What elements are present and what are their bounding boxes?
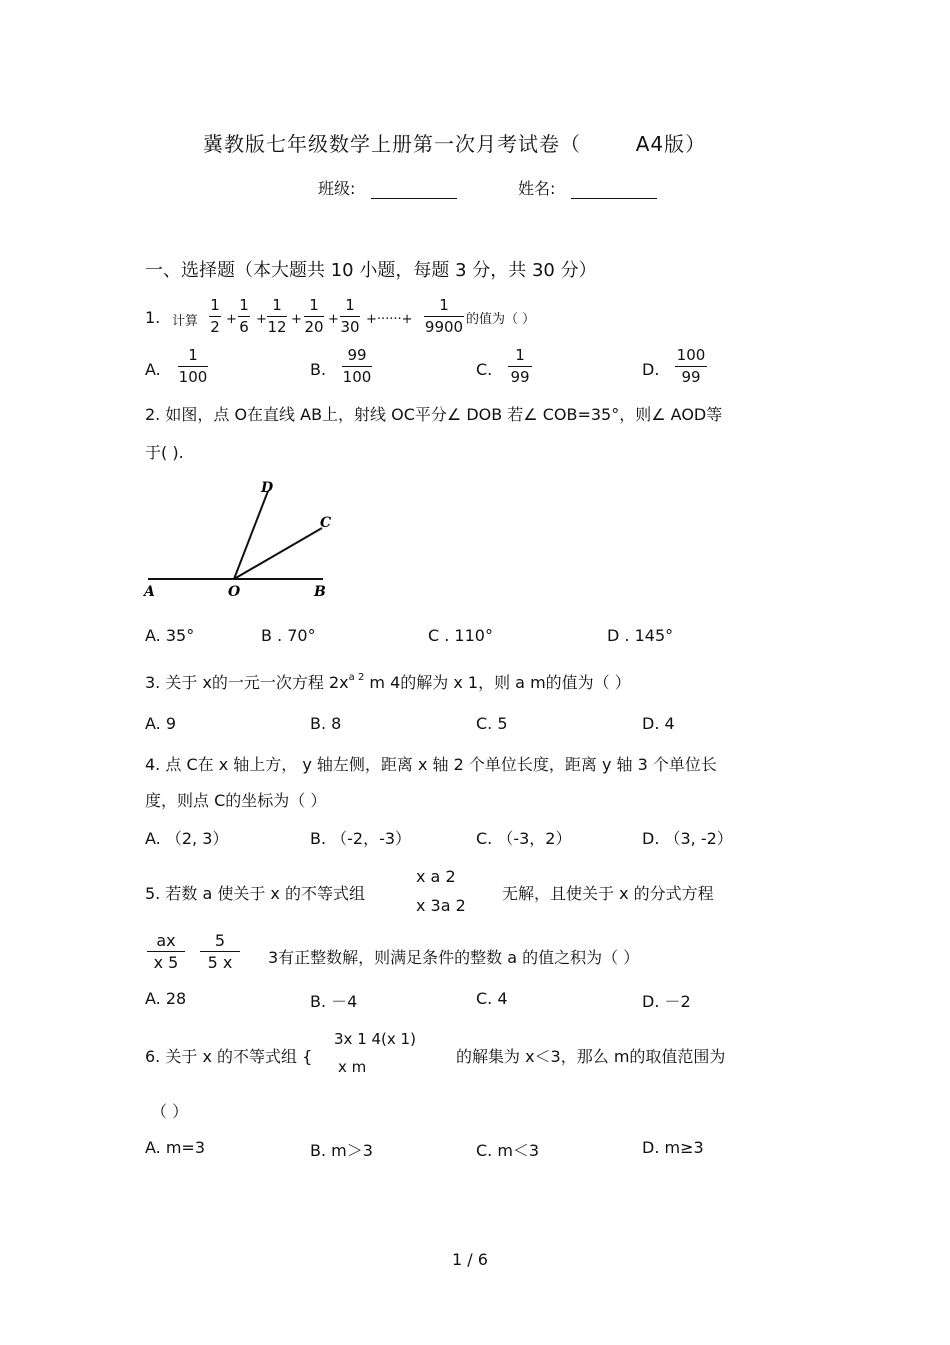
class-blank[interactable] bbox=[371, 184, 457, 199]
q1-option-c-fraction: 1 99 bbox=[508, 346, 532, 387]
q1-term-fraction: 1 9900 bbox=[424, 296, 464, 336]
q4-line2: 度，则点 C的坐标为（ ） bbox=[145, 791, 327, 810]
q1-term-fraction: 1 20 bbox=[304, 296, 324, 336]
name-label: 姓名: bbox=[518, 179, 556, 198]
label-d: D bbox=[261, 480, 274, 496]
page-title bbox=[203, 128, 706, 157]
q1-option-b-label: B. bbox=[310, 360, 327, 379]
q2-line2: 于( ). bbox=[145, 443, 184, 462]
label-c: C bbox=[320, 515, 332, 531]
q1-option-d-fraction: 100 99 bbox=[676, 346, 706, 386]
q4-option-c: C. （-3，2） bbox=[476, 829, 572, 848]
q1-plus-sign: + bbox=[291, 312, 302, 327]
q4-line1: 4. 点 C在 x 轴上方， y 轴左侧，距离 x 轴 2 个单位长度，距离 y 轴 3 个单位长 bbox=[145, 755, 717, 774]
label-o: O bbox=[228, 584, 241, 600]
q2-figure bbox=[140, 475, 340, 605]
q5-option-b: B. －4 bbox=[310, 992, 358, 1011]
q6-answer-paren: （ ） bbox=[151, 1102, 189, 1121]
ray-oc bbox=[234, 528, 322, 579]
label-a: A bbox=[144, 584, 155, 600]
label-b: B bbox=[314, 584, 326, 600]
q3-stem-part1: 3. 关于 x的一元一次方程 2x bbox=[145, 673, 349, 692]
q3-exponent: a 2 bbox=[348, 672, 365, 683]
q1-term-fraction: 1 2 bbox=[210, 296, 220, 336]
name-field bbox=[518, 176, 657, 199]
q1-plus-sign: + bbox=[226, 312, 237, 327]
q5-prefix: 5. 若数 a 使关于 x 的不等式组 bbox=[145, 884, 365, 903]
q1-option-c-label: C. bbox=[476, 360, 493, 379]
q2-option-b: B . 70° bbox=[261, 626, 316, 645]
q6-option-c: C. m＜3 bbox=[476, 1141, 540, 1160]
q2-line1: 2. 如图，点 O在直线 AB上，射线 OC平分∠ DOB 若∠ COB=35°，则∠ AOD等 bbox=[145, 405, 723, 424]
q5-fraction-2: 5 5 x bbox=[200, 931, 240, 972]
q6-option-a: A. m=3 bbox=[145, 1138, 206, 1157]
q2-option-a: A. 35° bbox=[145, 626, 195, 645]
q5-option-d: D. －2 bbox=[642, 992, 691, 1011]
ray-od bbox=[234, 491, 268, 579]
q5-system-bottom: x 3a 2 bbox=[416, 896, 466, 915]
q4-option-d: D. （3, -2） bbox=[642, 829, 733, 848]
q3-option-a: A. 9 bbox=[145, 714, 177, 733]
q6-prefix: 6. 关于 x 的不等式组 { bbox=[145, 1047, 313, 1066]
q1-prefix: 计算 bbox=[172, 314, 199, 329]
q3-option-c: C. 5 bbox=[476, 714, 508, 733]
q5-option-c: C. 4 bbox=[476, 989, 508, 1008]
class-label: 班级: bbox=[318, 179, 356, 198]
q3-option-d: D. 4 bbox=[642, 714, 675, 733]
q6-option-b: B. m＞3 bbox=[310, 1141, 373, 1160]
q1-number: 1. bbox=[145, 308, 161, 327]
q1-plus-sign: + bbox=[328, 312, 339, 327]
q1-term-fraction: 1 30 bbox=[340, 296, 360, 336]
q5-middle: 无解，且使关于 x 的分式方程 bbox=[502, 884, 714, 903]
q5-fraction-1: ax x 5 bbox=[147, 931, 185, 972]
class-field bbox=[318, 176, 457, 199]
section-heading: 一、选择题（本大题共 10 小题，每题 3 分，共 30 分） bbox=[145, 260, 597, 281]
q5-option-a: A. 28 bbox=[145, 989, 187, 1008]
q3-stem-part2: m 4的解为 x 1，则 a m的值为（ ） bbox=[364, 673, 631, 692]
q1-option-d-label: D. bbox=[642, 360, 660, 379]
q1-option-b-fraction: 99 100 bbox=[342, 346, 372, 386]
title-main: 冀教版七年级数学上册第一次月考试卷（ bbox=[203, 132, 581, 156]
q6-suffix: 的解集为 x＜3，那么 m的取值范围为 bbox=[456, 1047, 726, 1066]
q2-option-c: C . 110° bbox=[428, 626, 493, 645]
q1-option-a-fraction: 1 100 bbox=[178, 346, 208, 386]
q1-suffix: 的值为（ ） bbox=[466, 312, 536, 327]
q6-option-d: D. m≥3 bbox=[642, 1138, 704, 1157]
q4-option-b: B. （-2，-3） bbox=[310, 829, 412, 848]
q1-term-fraction: 1 12 bbox=[267, 296, 287, 336]
q6-system-bottom: x m bbox=[338, 1058, 367, 1076]
q1-term-fraction: 1 6 bbox=[239, 296, 249, 336]
q3-stem bbox=[145, 670, 631, 693]
q3-option-b: B. 8 bbox=[310, 714, 342, 733]
q2-option-d: D . 145° bbox=[607, 626, 674, 645]
name-blank[interactable] bbox=[571, 184, 657, 199]
title-end: A4版） bbox=[635, 132, 707, 156]
q5-system-top: x a 2 bbox=[416, 867, 456, 886]
page-number: 1 / 6 bbox=[452, 1250, 488, 1269]
q5-tail: 3有正整数解，则满足条件的整数 a 的值之积为（ ） bbox=[268, 948, 640, 967]
q4-option-a: A. （2, 3） bbox=[145, 829, 229, 848]
q1-option-a-label: A. bbox=[145, 360, 161, 379]
q1-ellipsis: +······+ bbox=[366, 312, 413, 327]
q1-plus-sign: + bbox=[256, 312, 267, 327]
q6-system-top: 3x 1 4(x 1) bbox=[334, 1030, 416, 1048]
